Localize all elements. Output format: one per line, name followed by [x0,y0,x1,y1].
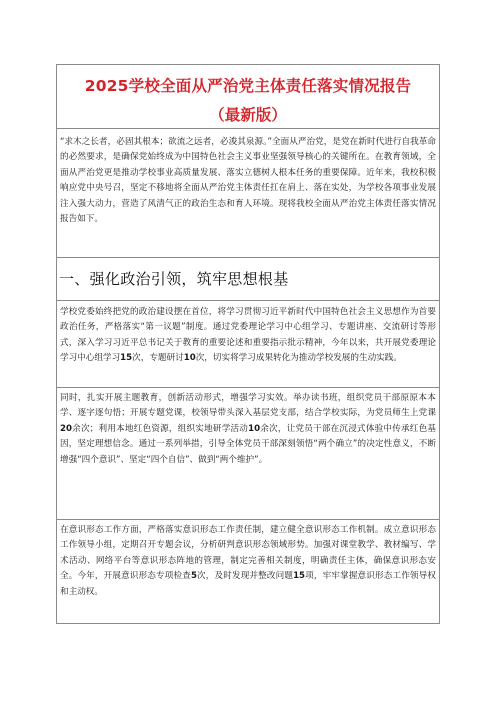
divider-line [56,128,440,129]
emphasis-number: 20 [60,423,72,434]
document-title: 2025学校全面从严治党主体责任落实情况报告 [84,77,412,95]
body-paragraph [60,523,436,600]
emphasis-number: 5 [190,571,197,582]
paragraph-text: 学校党委始终把党的政治建设摆在首位，将学习贯彻习近平新时代中国特色社会主义思想作为首要政治任务，严格落实“第一议题”制度。通过党委理论学习中心组学习、专题讲座、交流研讨等形式，深入学习习近平总书记关于教育的重要论述和重要指示批示精神，今年以来，共开展党委理论学习中心组学习 [60,307,436,364]
section-heading: 一、强化政治引领，筑牢思想根基 [59,270,289,288]
paragraph-text: 次，及时发现并整改问题 [196,571,294,582]
paragraph-text: 余次，让党员干部在沉浸式体验中传承红色基因，坚定理想信念。通过一系列举措，引导全体党员干部深刻领悟“两个确立”的决定性意义，不断增强“四个意识”、坚定“四个自信”、做到“两个维护”。 [60,423,436,465]
paragraph-text: 在意识形态工作方面，严格落实意识形态工作责任制，建立健全意识形态工作机制。成立意识形态工作领导小组，定期召开专题会议，分析研判意识形态领域形势。加强对课堂教学、教材编写、学术活动、网络平台等意识形态阵地的管理，制定完善相关制度，明确责任主体，确保意识形态安全。今年，开展意识形态专项检查 [60,525,436,582]
paragraph-text: 余次；利用本地红色资源，组织实地研学活动 [71,423,249,434]
document-subtitle: （最新版） [209,106,287,124]
body-paragraph [60,391,436,468]
emphasis-number: 10 [248,423,261,434]
paragraph-text: 次，切实将学习成果转化为推动学校发展的生动实践。 [195,353,402,364]
divider-line [56,257,440,258]
body-paragraph [60,305,436,367]
divider-line [56,519,440,520]
emphasis-number: 15 [293,571,306,582]
paragraph-text: 次，专题研讨 [132,353,184,364]
divider-line [56,300,440,301]
paragraph-text: 同时，扎实开展主题教育，创新活动形式，增强学习实效。举办读书班，组织党员干部原原本本学、逐字逐句悟；开展专题党课，校领导带头深入基层党支部，结合学校实际，为党员师生上党课 [60,393,436,419]
intro-paragraph: “求木之长者，必固其根本；欲流之远者，必浚其泉源。”全面从严治党，是党在新时代进行自我革命的必然要求，是确保党始终成为中国特色社会主义事业坚强领导核心的关键所在。在教育领域，全面从严治党更是推动学校事业高质量发展、落实立德树人根本任务的重要保障。近年来，我校积极响应党中央号召，坚定不移地将全面从严治党主体责任扛在肩上、落在实处，为学校各项事业发展注入强大动力，营造了风清气正的政治生态和育人环境。现将我校全面从严治党主体责任落实情况报告如下。 [60,137,436,225]
emphasis-number: 15 [120,353,133,364]
emphasis-number: 10 [183,353,196,364]
paragraph-text: 项，牢牢掌握意识形态工作领导权和主动权。 [60,571,436,597]
divider-line [56,387,440,388]
